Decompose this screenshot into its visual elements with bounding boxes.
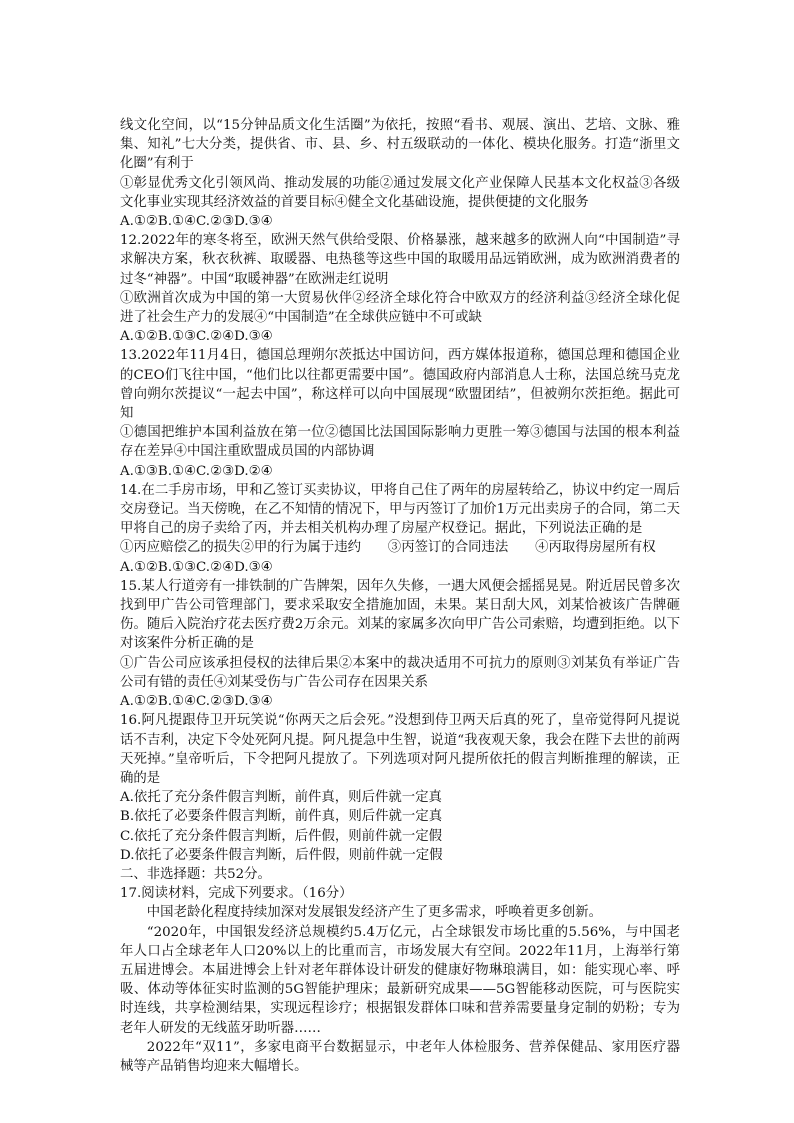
material-paragraph: 中国老龄化程度持续加深对发展银发经济产生了更多需求，呼唤着更多创新。 (146, 905, 603, 921)
statement-options: ①欧洲首次成为中国的第一大贸易伙伴②经济全球化符合中欧双方的经济利益③经济全球化促进了社会生产力的发展④“中国制造”在全球供应链中不可或缺 (120, 290, 680, 326)
answer-choices: A.①②B.①③C.②④D.③④ (120, 559, 273, 575)
material-paragraph: 2022年“双11”，多家电商平台数据显示，中老年人体检服务、营养保健品、家用医疗器械等产品销售均迎来大幅增长。 (120, 1039, 680, 1074)
choice-c: C.依托了充分条件假言判断，后件假，则前件就一定假 (120, 828, 443, 844)
paragraph: 线文化空间，以“15分钟品质文化生活圈”为依托，按照“看书、观展、演出、艺培、文脉、雅集、知礼”七大分类，提供省、市、县、乡、村五级联动的一体化、模块化服务。打造“浙里文化圈”有利于 (120, 118, 680, 172)
document-page (120, 116, 680, 1076)
section-heading: 二、非选择题：共52分。 (120, 866, 271, 882)
statement-options: ①丙应赔偿乙的损失②甲的行为属于违约 ③丙签订的合同违法 ④丙取得房屋所有权 (120, 540, 656, 556)
answer-choices: A.①③B.①④C.②③D.②④ (120, 463, 273, 479)
material-paragraph: “2020年，中国银发经济总规模约5.4万亿元，占全球银发市场比重的5.56%，与中国老年人口占全球老年人口20%以上的比重而言，市场发展大有空间。2022年11月，上海举行第五届进博会。本届进博会上针对老年群体设计研发的健康好物琳琅满目，如：能实现心率、呼吸、体动等体征实时监测的5G智能护理床；最新研究成果——5G智能移动医院，可与医院实时连线，共享检测结果，实现远程诊疗；根据银发群体口味和营养需要量身定制的奶粉；专为老年人研发的无线蓝牙助听器…… (120, 924, 680, 1036)
answer-choices: A.①②B.①④C.②③D.③④ (120, 214, 273, 230)
question-15: 15.某人行道旁有一排铁制的广告牌架，因年久失修，一遇大风便会摇摇晃晃。附近居民曾多次找到甲广告公司管理部门，要求采取安全措施加固，未果。某日刮大风，刘某恰被该广告牌砸伤。随后入院治疗花去医疗费2万余元。刘某的家属多次向甲广告公司索赔，均遭到拒绝。以下对该案件分析正确的是 (120, 578, 680, 652)
statement-options: ①德国把维护本国利益放在第一位②德国比法国国际影响力更胜一筹③德国与法国的根本利益存在差异④中国注重欧盟成员国的内部协调 (120, 425, 680, 460)
choice-d: D.依托了必要条件假言判断，后件假，则前件就一定假 (120, 847, 443, 863)
statement-options: ①彰显优秀文化引领风尚、推动发展的功能②通过发展文化产业保障人民基本文化权益③各级文化事业实现其经济效益的首要目标④健全文化基础设施，提供便捷的文化服务 (120, 175, 680, 210)
answer-choices: A.①②B.①③C.②④D.③④ (120, 329, 273, 345)
question-16: 16.阿凡提跟侍卫开玩笑说“你两天之后会死。”没想到侍卫两天后真的死了，皇帝觉得阿凡提说话不吉利，决定下令处死阿凡提。阿凡提急中生智，说道“我夜观天象，我会在陛下去世的前两天死掉。”皇帝听后，下令把阿凡提放了。下列选项对阿凡提所依托的假言判断推理的解读，正确的是 (120, 713, 680, 786)
statement-options: ①广告公司应该承担侵权的法律后果②本案中的裁决适用不可抗力的原则③刘某负有举证广告公司有错的责任④刘某受伤与广告公司存在因果关系 (120, 655, 680, 690)
question-17: 17.阅读材料，完成下列要求。（16分） (120, 886, 353, 902)
question-12: 12.2022年的寒冬将至，欧洲天然气供给受限、价格暴涨，越来越多的欧洲人向“中国制造”寻求解决方案，秋衣秋裤、取暖器、电热毯等这些中国的取暖用品远销欧洲，成为欧洲消费者的过冬“神器”。中国“取暖神器”在欧洲走红说明 (120, 233, 680, 287)
choice-a: A.依托了充分条件假言判断，前件真，则后件就一定真 (120, 790, 442, 806)
answer-choices: A.①②B.①④C.②③D.③④ (120, 694, 273, 710)
question-13: 13.2022年11月4日，德国总理朔尔茨抵达中国访问，西方媒体报道称，德国总理和德国企业的CEO们飞往中国，“他们比以往都更需要中国”。德国政府内部消息人士称，法国总统马克龙曾向朔尔茨提议“一起去中国”，称这样可以向中国展现“欧盟团结”，但被朔尔茨拒绝。据此可知 (120, 348, 680, 422)
question-14: 14.在二手房市场，甲和乙签订买卖协议，甲将自己住了两年的房屋转给乙，协议中约定一周后交房登记。当天傍晚，在乙不知情的情况下，甲与丙签订了加价1万元出卖房子的合同，第二天甲将自己的房子卖给了丙，并去相关机构办理了房屋产权登记。据此，下列说法正确的是 (120, 482, 680, 537)
choice-b: B.依托了必要条件假言判断，前件真，则后件就一定真 (120, 809, 443, 825)
